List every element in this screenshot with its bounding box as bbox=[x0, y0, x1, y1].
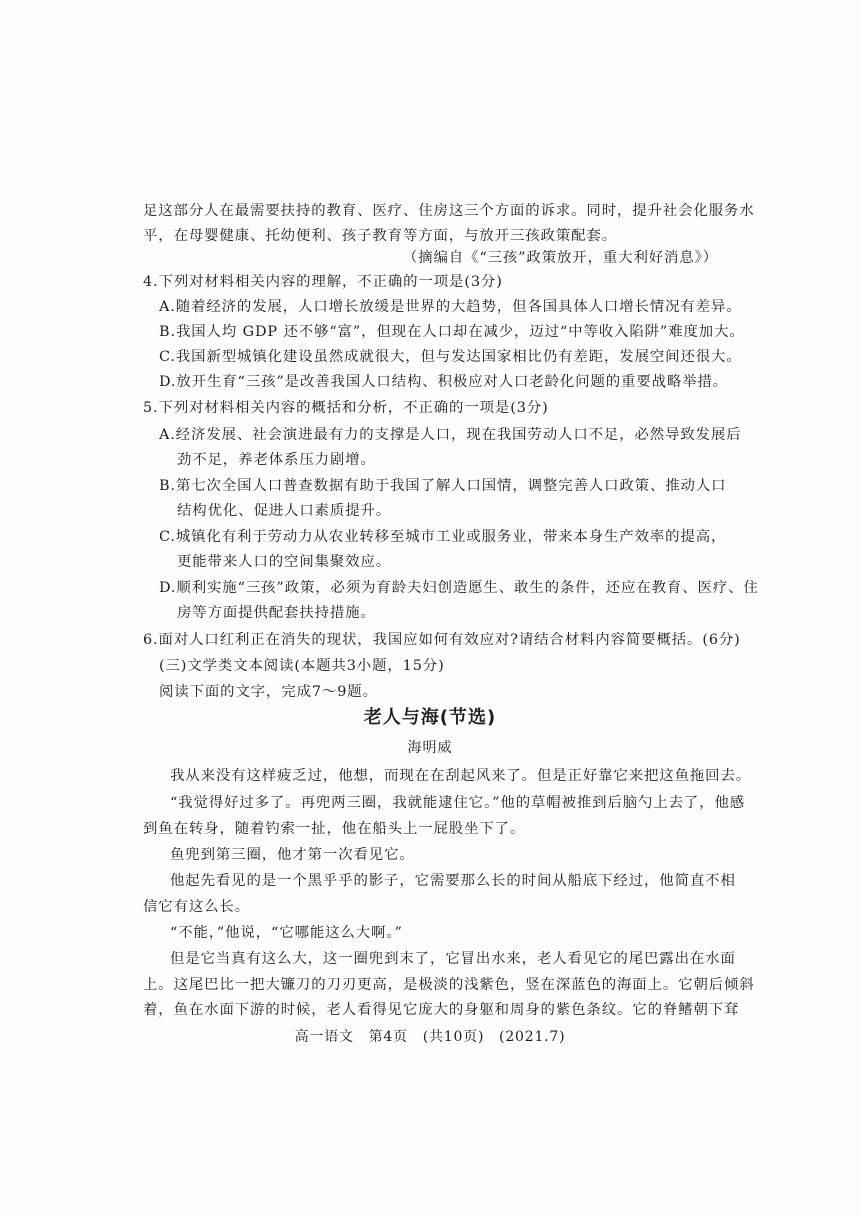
passage-line: 平，在母婴健康、托幼便利、孩子教育等方面，与放开三孩政策配套。 bbox=[143, 228, 618, 244]
story-line: 到鱼在转身，随着钓索一扯，他在船头上一屁股坐下了。 bbox=[143, 821, 526, 837]
question-5-stem: 5.下列对材料相关内容的概括和分析，不正确的一项是(3分) bbox=[143, 400, 549, 416]
story-line: “不能，”他说，“它哪能这么大啊。” bbox=[170, 925, 403, 941]
question-4-option-a: A.随着经济的发展，人口增长放缓是世界的大趋势，但各国具体人口增长情况有差异。 bbox=[159, 299, 742, 315]
story-line: 但是它当真有这么大，这一圈兜到末了，它冒出水来，老人看见它的尾巴露出在水面 bbox=[170, 951, 736, 967]
question-5-option-c-cont: 更能带来人口的空间集聚效应。 bbox=[177, 554, 392, 570]
question-4-option-b: B.我国人均 GDP 还不够“富”，但现在人口却在减少，迈过“中等收入陷阱”难度加大。 bbox=[159, 324, 745, 340]
question-6-stem: 6.面对人口红利正在消失的现状，我国应如何有效应对?请结合材料内容简要概括。(6分) bbox=[143, 632, 741, 648]
question-5-option-c: C.城镇化有利于劳动力从农业转移至城市工业或服务业，带来本身生产效率的提高， bbox=[159, 529, 727, 545]
story-title: 老人与海(节选) bbox=[363, 707, 497, 728]
question-5-option-a-cont: 劲不足，养老体系压力剧增。 bbox=[177, 452, 376, 468]
section-instruction: 阅读下面的文字，完成7～9题。 bbox=[159, 684, 378, 700]
passage-line: 足这部分人在最需要扶持的教育、医疗、住房这三个方面的诉求。同时，提升社会化服务水 bbox=[143, 203, 755, 219]
question-4-option-c: C.我国新型城镇化建设虽然成就很大，但与发达国家相比仍有差距，发展空间还很大。 bbox=[159, 349, 742, 365]
section-heading: (三)文学类文本阅读(本题共3小题，15分) bbox=[159, 658, 445, 674]
question-5-option-b: B.第七次全国人口普查数据有助于我国了解人口国情，调整完善人口政策、推动人口 bbox=[159, 478, 727, 494]
story-line: 上。这尾巴比一把大镰刀的刀刃更高，是极淡的浅紫色，竖在深蓝色的海面上。它朝后倾斜 bbox=[143, 977, 755, 993]
question-5-option-a: A.经济发展、社会演进最有力的支撑是人口，现在我国劳动人口不足，必然导致发展后 bbox=[159, 427, 742, 443]
question-5-option-d-cont: 房等方面提供配套扶持措施。 bbox=[177, 605, 376, 621]
question-4-stem: 4.下列对材料相关内容的理解，不正确的一项是(3分) bbox=[143, 274, 503, 290]
story-line: 信它有这么长。 bbox=[143, 899, 251, 915]
story-line: “我觉得好过多了。再兜两三圈，我就能逮住它。”他的草帽被推到后脑勺上去了，他感 bbox=[170, 795, 746, 811]
question-5-option-b-cont: 结构优化、促进人口素质提升。 bbox=[177, 503, 392, 519]
story-line: 着，鱼在水面下游的时候，老人看得见它庞大的身躯和周身的紫色条纹。它的脊鳍朝下耷 bbox=[143, 1002, 740, 1018]
story-line: 我从来没有这样疲乏过，他想，而现在在刮起风来了。但是正好靠它来把这鱼拖回去。 bbox=[170, 768, 752, 784]
story-author: 海明威 bbox=[407, 740, 453, 756]
story-line: 鱼兜到第三圈，他才第一次看见它。 bbox=[170, 847, 415, 863]
passage-source: （摘编自《“三孩”政策放开，重大利好消息》） bbox=[402, 250, 718, 266]
page-footer: 高一语文 第4页 (共10页) (2021.7) bbox=[294, 1029, 566, 1045]
story-line: 他起先看见的是一个黑乎乎的影子，它需要那么长的时间从船底下经过，他简直不相 bbox=[170, 873, 736, 889]
question-4-option-d: D.放开生育“三孩”是改善我国人口结构、积极应对人口老龄化问题的重要战略举措。 bbox=[159, 374, 729, 390]
question-5-option-d: D.顺利实施“三孩”政策，必须为育龄夫妇创造愿生、敢生的条件，还应在教育、医疗、住 bbox=[159, 580, 759, 596]
